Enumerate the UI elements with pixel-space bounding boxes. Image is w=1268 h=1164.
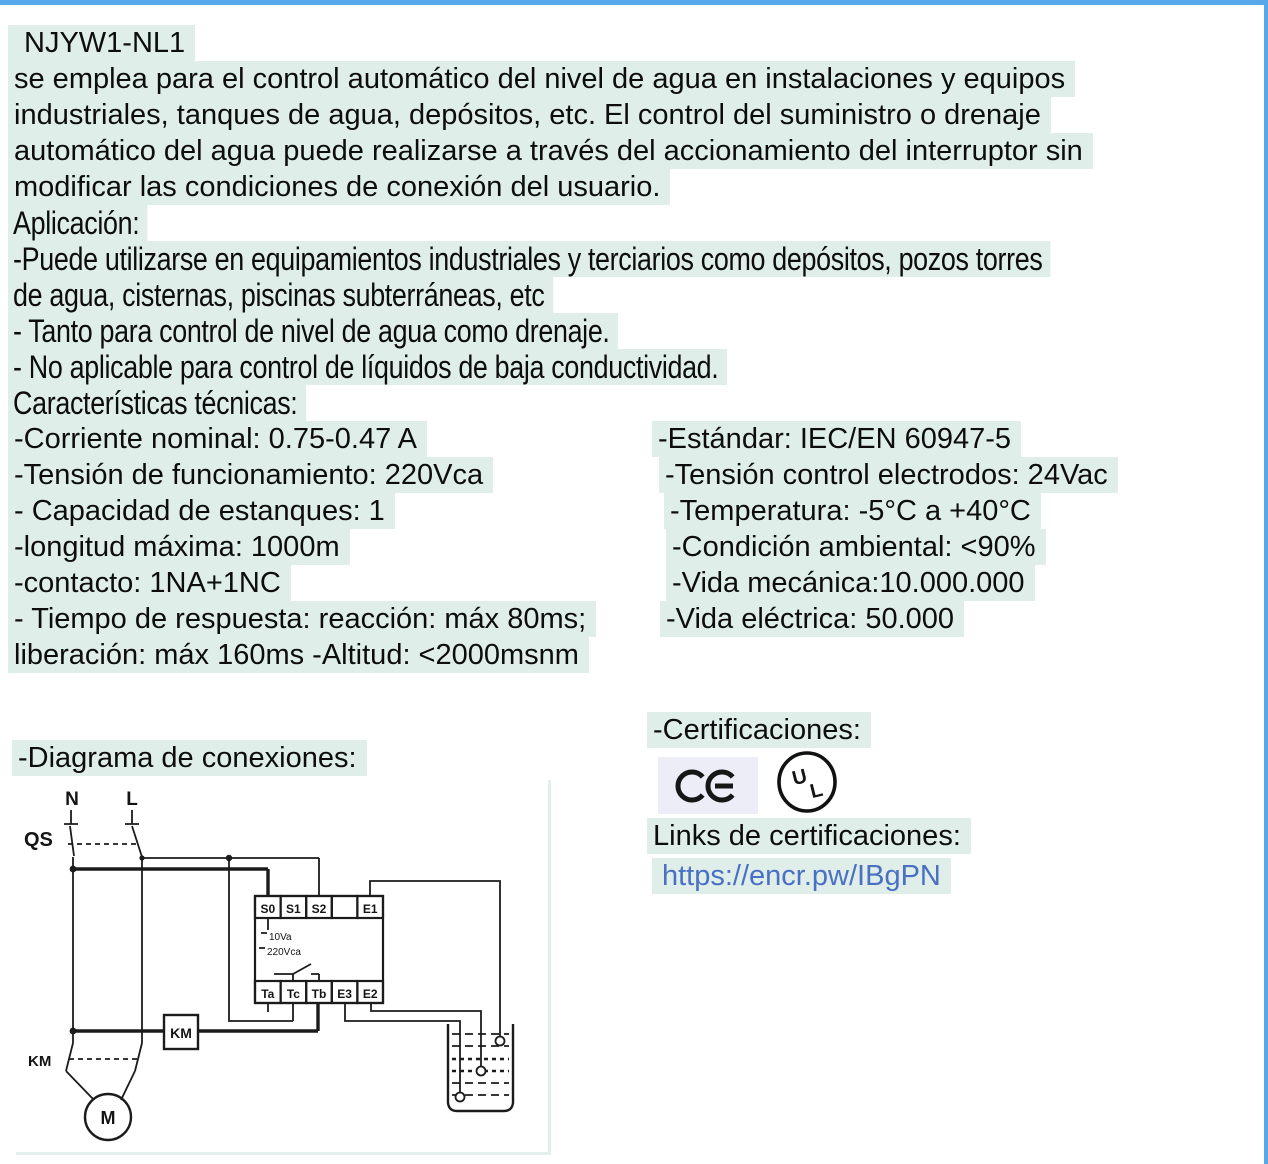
ce-mark-icon	[658, 757, 758, 814]
spec-right: -Temperatura: -5°C a +40°C	[664, 493, 1041, 529]
spec-right: -Vida eléctrica: 50.000	[660, 601, 964, 637]
bottom-section	[0, 700, 1264, 1164]
spec-left: - Tiempo de respuesta: reacción: máx 80ms;	[8, 601, 596, 637]
motor-label: M	[100, 1108, 116, 1128]
supply-voltage-label: 220Vca	[267, 947, 301, 958]
terminal-s1-label: S1	[286, 902, 301, 916]
terminal-ta-label: Ta	[261, 987, 275, 1001]
label-n: N	[65, 789, 79, 810]
km-coil-label: KM	[170, 1025, 192, 1041]
supply-rating-label: 10Va	[269, 932, 292, 943]
ul-mark-icon	[770, 748, 844, 816]
application-line: - No aplicable para control de líquidos de baja conductividad.	[8, 349, 727, 385]
certification-link[interactable]: https://encr.pw/IBgPN	[652, 858, 951, 894]
intro-line: modificar las condiciones de conexión del usuario.	[8, 169, 670, 205]
label-qs: QS	[24, 829, 53, 851]
spec-right: -Condición ambiental: <90%	[666, 529, 1046, 565]
diagram-label: -Diagrama de conexiones:	[12, 740, 367, 776]
application-line: -Puede utilizarse en equipamientos industriales y terciarios como depósitos, pozos torres	[8, 241, 1051, 277]
specs-heading: Características técnicas:	[8, 385, 306, 421]
intro-line: se emplea para el control automático del nivel de agua en instalaciones y equipos	[8, 61, 1075, 97]
spec-left: -Tensión de funcionamiento: 220Vca	[8, 457, 493, 493]
certifications-label: -Certificaciones:	[647, 712, 871, 748]
ul-letter-l: L	[807, 778, 826, 804]
description-text	[0, 5, 1264, 673]
intro-line: automático del agua puede realizarse a través del accionamiento del interruptor sin	[8, 133, 1093, 169]
spec-right: -Vida mecánica:10.000.000	[666, 565, 1035, 601]
spec-left: -contacto: 1NA+1NC	[8, 565, 291, 601]
terminal-s2-label: S2	[311, 902, 327, 916]
spec-right: -Tensión control electrodos: 24Vac	[659, 457, 1118, 493]
application-line: de agua, cisternas, piscinas subterráneas, etc	[8, 277, 553, 313]
application-line: - Tanto para control de nivel de agua como drenaje.	[8, 313, 618, 349]
terminal-e1-label: E1	[362, 902, 378, 916]
intro-line: industriales, tanques de agua, depósitos, etc. El control del suministro o drenaje	[8, 97, 1051, 133]
spec-footer: liberación: máx 160ms -Altitud: <2000msnm	[8, 637, 589, 673]
terminal-s0-label: S0	[260, 902, 276, 916]
label-l: L	[126, 789, 138, 810]
terminal-e2-label: E2	[362, 987, 378, 1001]
product-title: NJYW1-NL1	[8, 25, 195, 61]
terminal-e3-label: E3	[337, 987, 352, 1001]
spec-right: -Estándar: IEC/EN 60947-5	[652, 421, 1021, 457]
terminal-tb-label: Tb	[311, 987, 327, 1001]
certification-links-label: Links de certificaciones:	[647, 818, 971, 854]
terminal-tc-label: Tc	[286, 987, 300, 1001]
ul-letter-u: U	[790, 765, 810, 791]
spec-left: -longitud máxima: 1000m	[8, 529, 350, 565]
spec-left: -Corriente nominal: 0.75-0.47 A	[8, 421, 427, 457]
application-heading: Aplicación:	[8, 205, 148, 241]
km-contact-label: KM	[28, 1053, 52, 1070]
spec-left: - Capacidad de estanques: 1	[8, 493, 395, 529]
connection-diagram	[16, 780, 551, 1155]
